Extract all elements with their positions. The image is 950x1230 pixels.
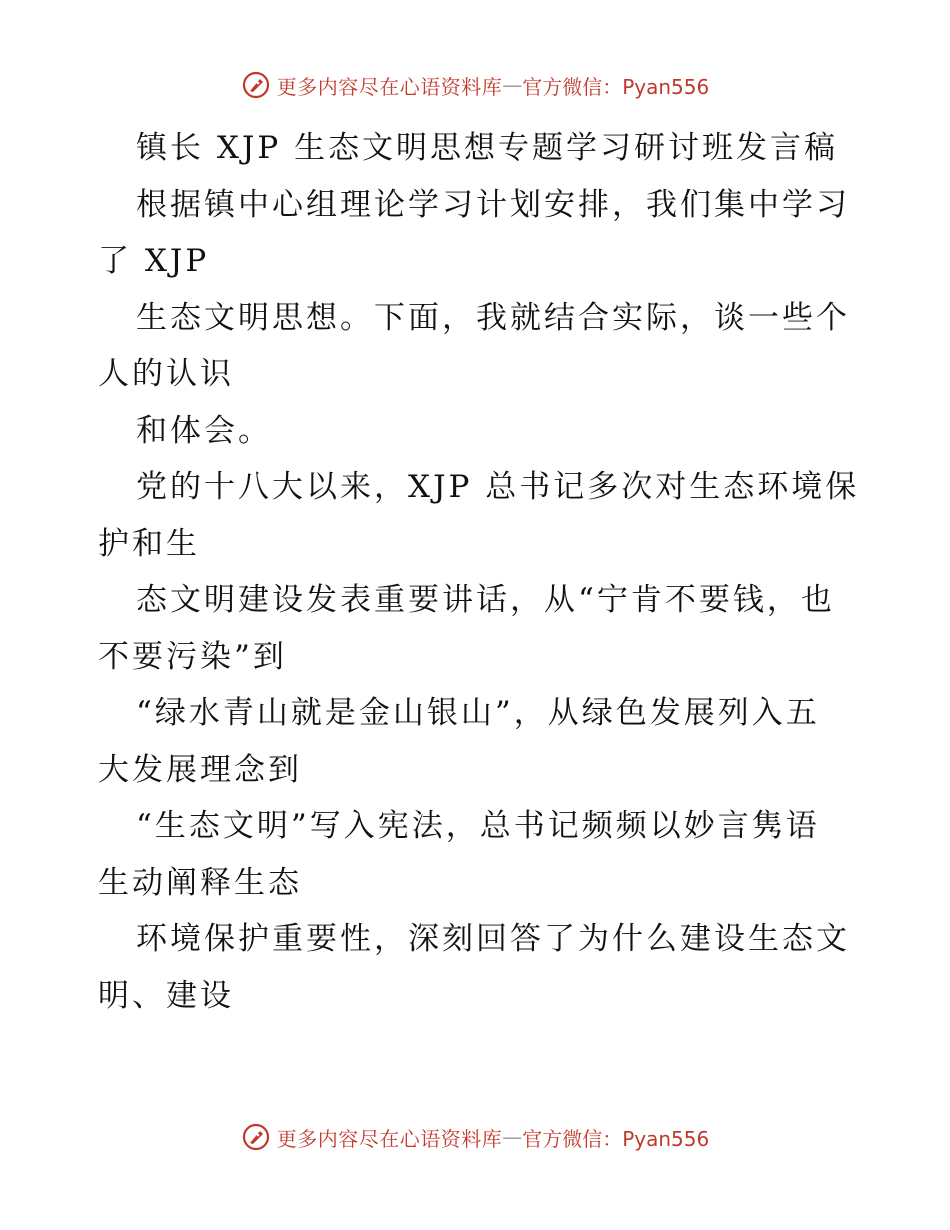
watermark-official-text: 官方微信：Pyan556 — [522, 1126, 710, 1151]
pen-nib-logo-icon — [241, 70, 271, 100]
document-line: 明、建设 — [98, 977, 234, 1014]
watermark-separator: — — [502, 1125, 523, 1149]
document-body — [98, 120, 858, 1024]
document-line: 生态文明思想。下面，我就结合实际，谈一些个 — [136, 299, 850, 336]
document-line: 镇长 XJP 生态文明思想专题学习研讨班发言稿 — [136, 130, 839, 166]
watermark-main-text: 更多内容尽在心语资料库 — [276, 74, 503, 99]
document-line: 大发展理念到 — [98, 751, 302, 788]
document-line: “生态文明”写入宪法，总书记频频以妙言隽语 — [136, 808, 820, 844]
header-watermark — [0, 70, 950, 100]
document-line: 了 XJP — [98, 243, 210, 279]
watermark-main-text: 更多内容尽在心语资料库 — [276, 1126, 503, 1151]
document-line: 态文明建设发表重要讲话，从“宁肯不要钱，也 — [136, 582, 835, 618]
document-line: 人的认识 — [98, 356, 234, 392]
document-line: 不要污染”到 — [98, 638, 287, 675]
document-line: 党的十八大以来，XJP 总书记多次对生态环境保 — [136, 469, 860, 505]
document-line: 根据镇中心组理论学习计划安排，我们集中学习 — [136, 186, 850, 223]
watermark-separator: — — [502, 73, 523, 97]
document-line: 和体会。 — [136, 412, 272, 449]
footer-watermark — [0, 1122, 950, 1152]
document-line: 护和生 — [98, 525, 200, 562]
document-line: 生动阐释生态 — [98, 864, 302, 901]
document-line: “绿水青山就是金山银山”，从绿色发展列入五 — [136, 695, 820, 731]
pen-nib-logo-icon — [241, 1122, 271, 1152]
document-line: 环境保护重要性，深刻回答了为什么建设生态文 — [136, 921, 850, 957]
watermark-official-text: 官方微信：Pyan556 — [522, 74, 710, 99]
